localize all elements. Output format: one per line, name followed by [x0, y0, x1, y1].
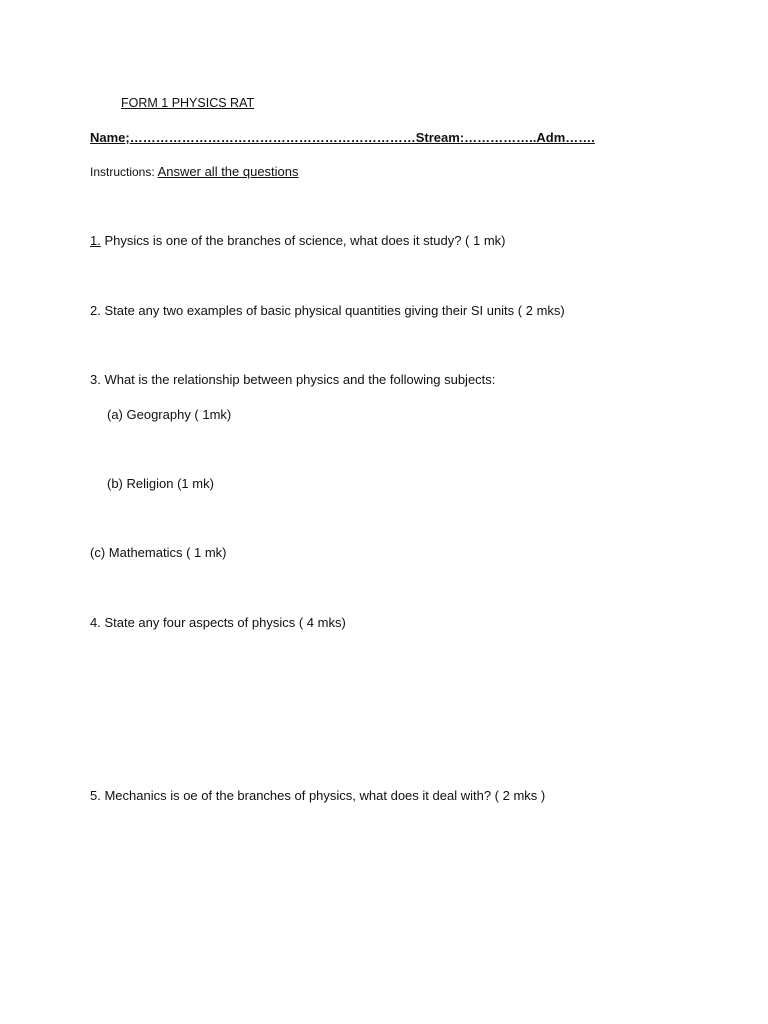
instructions-text: Answer all the questions [157, 164, 299, 179]
question-3c: (c) Mathematics ( 1 mk) [90, 545, 227, 560]
student-details-line: Name;…………………………………………………………Stream:……………..Adm……. [90, 130, 595, 145]
instructions-label: Instructions: [90, 165, 155, 179]
question-5: 5. Mechanics is oe of the branches of physics, what does it deal with? ( 2 mks ) [90, 788, 546, 803]
question-4: 4. State any four aspects of physics ( 4 mks) [90, 615, 346, 630]
question-3a: (a) Geography ( 1mk) [107, 407, 232, 422]
instructions-line [90, 164, 299, 180]
question-1 [90, 233, 505, 249]
question-3: 3. What is the relationship between physics and the following subjects: [90, 372, 496, 387]
question-1-text: Physics is one of the branches of science, what does it study? ( 1 mk) [100, 233, 506, 248]
question-3b: (b) Religion (1 mk) [107, 476, 214, 491]
document-title: FORM 1 PHYSICS RAT [121, 96, 255, 110]
question-1-number: 1. [90, 233, 101, 248]
question-2: 2. State any two examples of basic physical quantities giving their SI units ( 2 mks) [90, 303, 565, 318]
